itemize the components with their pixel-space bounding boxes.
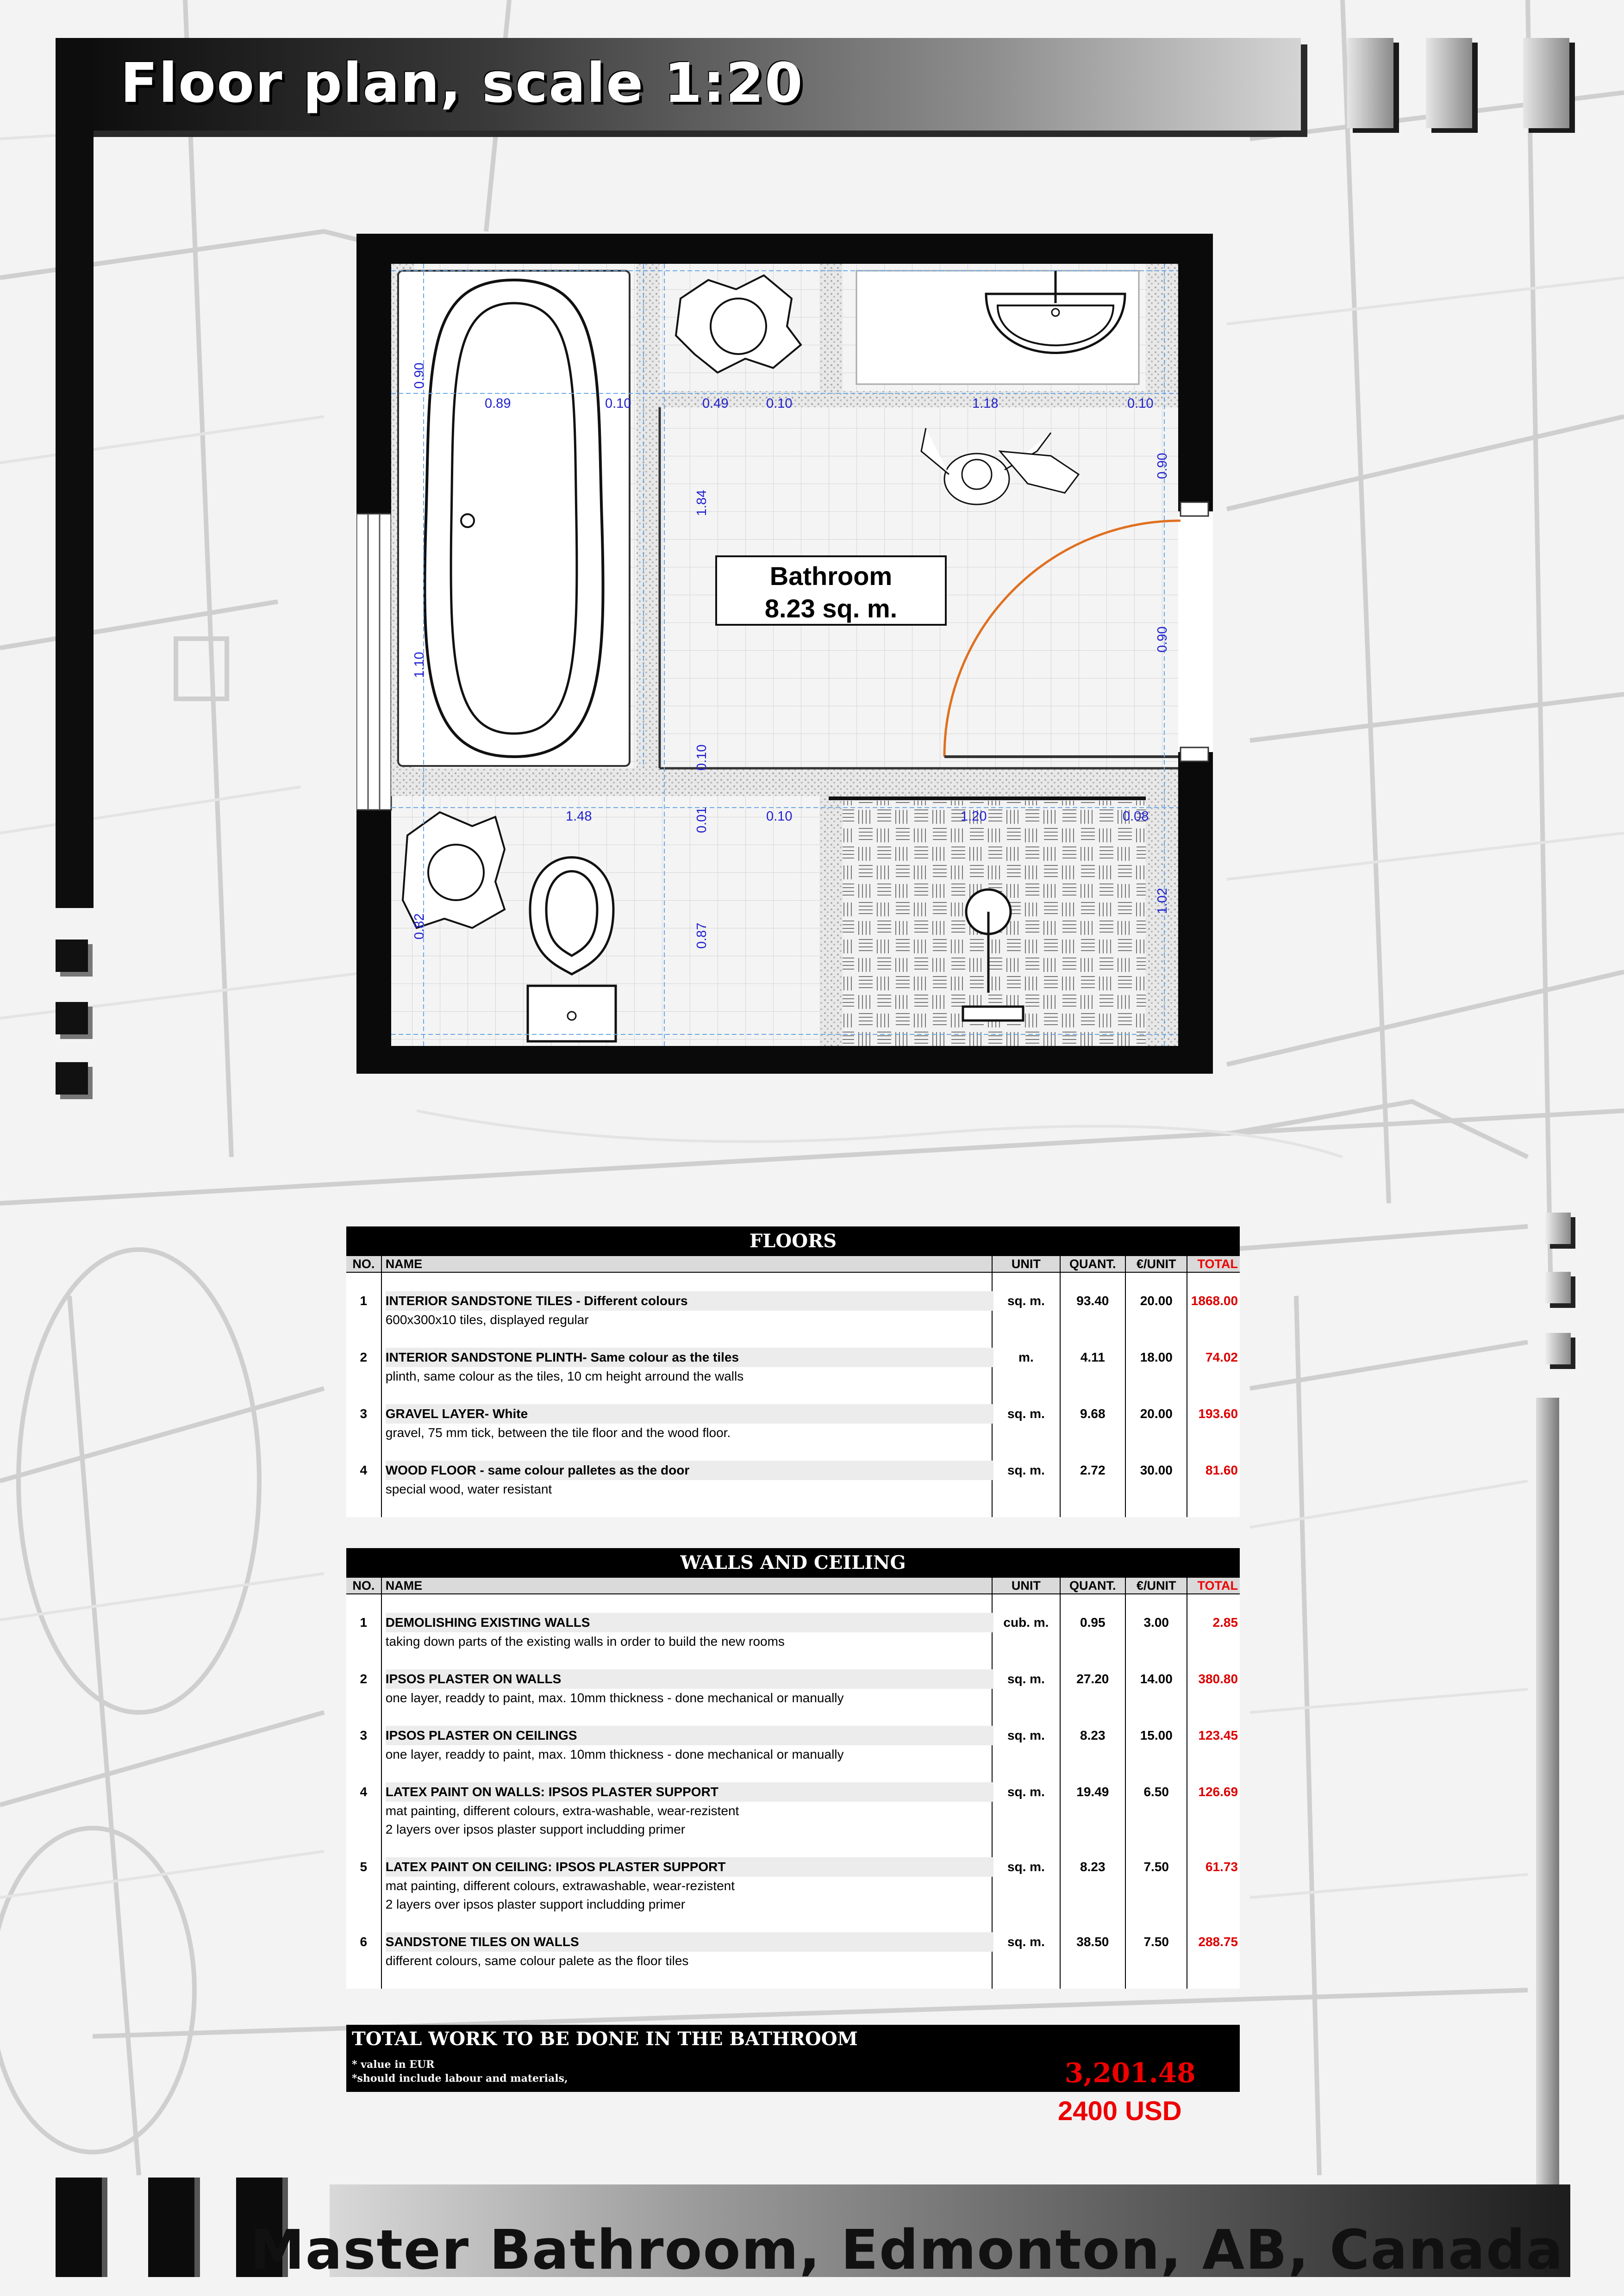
row-unit: cub. m. (993, 1613, 1060, 1651)
row-quant: 2.72 (1061, 1461, 1126, 1499)
total-note-labour: *should include labour and materials, (352, 2072, 568, 2084)
row-price: 30.00 (1126, 1461, 1187, 1499)
col-price: €/UNIT (1126, 1578, 1187, 1593)
row-quant: 9.68 (1061, 1404, 1126, 1442)
row-name: DEMOLISHING EXISTING WALLS (386, 1613, 994, 1632)
row-total: 2.85 (1212, 1615, 1238, 1630)
row-name: SANDSTONE TILES ON WALLS (386, 1932, 994, 1952)
row-unit: sq. m. (993, 1782, 1060, 1839)
row-name-cell (382, 1669, 993, 1707)
col-quant: QUANT. (1061, 1578, 1126, 1593)
col-unit: UNIT (993, 1256, 1060, 1272)
table-row (346, 1669, 1240, 1707)
row-quant: 8.23 (1061, 1857, 1126, 1914)
row-name: INTERIOR SANDSTONE PLINTH- Same colour as the tiles (386, 1348, 994, 1367)
row-description: mat painting, different colours, extra-washable, wear-rezistent (385, 1804, 739, 1818)
row-unit: sq. m. (993, 1932, 1060, 1970)
row-name: INTERIOR SANDSTONE TILES - Different colours (386, 1291, 994, 1311)
right-frame (1536, 1398, 1559, 2203)
row-name: IPSOS PLASTER ON WALLS (386, 1669, 994, 1689)
footer-block (56, 2178, 102, 2277)
row-total: 288.75 (1198, 1935, 1238, 1949)
table-row (346, 1613, 1240, 1651)
row-name-cell (382, 1348, 993, 1386)
row-no: 4 (346, 1461, 382, 1499)
room-label (715, 555, 947, 626)
row-description: one layer, readdy to paint, max. 10mm thickness - done mechanical or manually (385, 1691, 844, 1705)
dim-label: 0.90 (1155, 453, 1170, 479)
table-row (346, 1348, 1240, 1386)
row-price: 20.00 (1126, 1291, 1187, 1329)
row-no: 5 (346, 1857, 382, 1914)
row-description: plinth, same colour as the tiles, 10 cm height arround the walls (385, 1369, 744, 1383)
row-description: 2 layers over ipsos plaster support includding primer (385, 1897, 686, 1911)
col-name: NAME (382, 1256, 993, 1272)
right-marker (1545, 1272, 1571, 1303)
footer-block (148, 2178, 194, 2277)
dim-label: 0.87 (694, 922, 709, 949)
row-description: gravel, 75 mm tick, between the tile floor and the wood floor. (385, 1425, 731, 1440)
col-price: €/UNIT (1126, 1256, 1187, 1272)
floors-table (346, 1226, 1240, 1517)
row-description: 600x300x10 tiles, displayed regular (385, 1313, 589, 1327)
dim-label: 1.84 (694, 490, 709, 516)
row-price: 7.50 (1126, 1857, 1187, 1914)
row-name-cell (382, 1613, 993, 1651)
row-description: 2 layers over ipsos plaster support includding primer (385, 1822, 686, 1836)
row-price: 3.00 (1126, 1613, 1187, 1651)
header-tab (1426, 38, 1472, 128)
row-name-cell (382, 1291, 993, 1329)
floors-header (346, 1256, 1240, 1273)
row-quant: 38.50 (1061, 1932, 1126, 1970)
row-unit: sq. m. (993, 1461, 1060, 1499)
row-price: 7.50 (1126, 1932, 1187, 1970)
floor-plan (356, 234, 1213, 1074)
row-name-cell (382, 1857, 993, 1914)
row-total: 126.69 (1198, 1785, 1238, 1799)
row-price: 15.00 (1126, 1726, 1187, 1764)
dim-label: 0.90 (1155, 626, 1170, 653)
col-unit: UNIT (993, 1578, 1060, 1593)
col-no: NO. (346, 1578, 382, 1593)
col-total: TOTAL (1197, 1257, 1238, 1271)
dim-label: 1.10 (412, 652, 427, 678)
left-frame (56, 38, 94, 908)
row-name: GRAVEL LAYER- White (386, 1404, 994, 1424)
room-area: 8.23 sq. m. (764, 594, 898, 623)
side-marker (56, 1062, 88, 1095)
table-row (346, 1726, 1240, 1764)
row-name: WOOD FLOOR - same colour palletes as the door (386, 1461, 994, 1480)
row-price: 18.00 (1126, 1348, 1187, 1386)
walls-body (346, 1594, 1240, 1989)
row-name-cell (382, 1782, 993, 1839)
row-description: different colours, same colour palete as the floor tiles (385, 1954, 689, 1968)
right-marker (1545, 1333, 1571, 1364)
row-unit: sq. m. (993, 1291, 1060, 1329)
col-quant: QUANT. (1061, 1256, 1126, 1272)
row-description: mat painting, different colours, extrawashable, wear-rezistent (385, 1879, 735, 1893)
total-usd: 2400 USD (1058, 2096, 1182, 2126)
row-quant: 93.40 (1061, 1291, 1126, 1329)
row-description: special wood, water resistant (385, 1482, 552, 1496)
row-total: 380.80 (1198, 1672, 1238, 1686)
row-quant: 4.11 (1061, 1348, 1126, 1386)
side-marker (56, 940, 88, 972)
col-total: TOTAL (1197, 1579, 1238, 1593)
table-row (346, 1857, 1240, 1914)
header-tab (1347, 38, 1393, 128)
dim-label: 1.20 (961, 809, 987, 824)
dim-label: 0.49 (702, 396, 729, 411)
dim-label: 0.10 (1127, 396, 1154, 411)
row-total: 193.60 (1198, 1406, 1238, 1421)
dim-label: 0.82 (412, 913, 427, 940)
dim-label: 0.10 (766, 396, 793, 411)
row-name-cell (382, 1932, 993, 1970)
floors-body (346, 1273, 1240, 1517)
row-quant: 27.20 (1061, 1669, 1126, 1707)
row-unit: sq. m. (993, 1669, 1060, 1707)
right-marker (1545, 1213, 1571, 1244)
row-no: 2 (346, 1669, 382, 1707)
row-name: IPSOS PLASTER ON CEILINGS (386, 1726, 994, 1745)
row-quant: 8.23 (1061, 1726, 1126, 1764)
total-label: TOTAL WORK TO BE DONE IN THE BATHROOM (352, 2028, 858, 2050)
row-no: 6 (346, 1932, 382, 1970)
row-total: 81.60 (1205, 1463, 1238, 1477)
header-tab (1523, 38, 1569, 128)
row-no: 1 (346, 1291, 382, 1329)
dim-label: 1.48 (566, 809, 592, 824)
col-name: NAME (382, 1578, 993, 1593)
walls-header (346, 1578, 1240, 1594)
dim-label: 1.02 (1155, 888, 1170, 914)
row-no: 3 (346, 1404, 382, 1442)
row-name: LATEX PAINT ON WALLS: IPSOS PLASTER SUPPORT (386, 1782, 994, 1802)
row-quant: 0.95 (1061, 1613, 1126, 1651)
row-unit: sq. m. (993, 1404, 1060, 1442)
row-total: 123.45 (1198, 1728, 1238, 1742)
table-row (346, 1461, 1240, 1499)
dim-label: 1.18 (972, 396, 999, 411)
row-no: 1 (346, 1613, 382, 1651)
row-no: 3 (346, 1726, 382, 1764)
row-total: 1868.00 (1191, 1294, 1238, 1308)
total-note-currency: * value in EUR (352, 2059, 435, 2071)
walls-table (346, 1548, 1240, 1989)
row-quant: 19.49 (1061, 1782, 1126, 1839)
col-no: NO. (346, 1256, 382, 1272)
table-row (346, 1782, 1240, 1839)
row-description: one layer, readdy to paint, max. 10mm thickness - done mechanical or manually (385, 1747, 844, 1761)
row-name: LATEX PAINT ON CEILING: IPSOS PLASTER SUPPORT (386, 1857, 994, 1877)
row-price: 14.00 (1126, 1669, 1187, 1707)
row-name-cell (382, 1461, 993, 1499)
side-marker (56, 1002, 88, 1034)
row-unit: sq. m. (993, 1857, 1060, 1914)
row-name-cell (382, 1404, 993, 1442)
row-unit: m. (993, 1348, 1060, 1386)
table-row (346, 1932, 1240, 1970)
row-no: 4 (346, 1782, 382, 1839)
page-title: Floor plan, scale 1:20 (120, 51, 804, 115)
floors-title: FLOORS (346, 1226, 1240, 1256)
table-row (346, 1291, 1240, 1329)
dim-label: 0.90 (412, 362, 427, 389)
dim-label: 0.10 (766, 809, 793, 824)
dim-label: 0.10 (605, 396, 631, 411)
dim-label: 0.08 (1123, 809, 1149, 824)
row-total: 74.02 (1205, 1350, 1238, 1364)
walls-title: WALLS AND CEILING (346, 1548, 1240, 1578)
row-unit: sq. m. (993, 1726, 1060, 1764)
dim-label: 0.01 (694, 807, 709, 833)
row-name-cell (382, 1726, 993, 1764)
total-eur: 3,201.48 (1065, 2057, 1196, 2089)
dim-label: 0.10 (694, 744, 709, 771)
footer-title: Master Bathroom, Edmonton, AB, Canada (250, 2218, 1564, 2282)
row-no: 2 (346, 1348, 382, 1386)
table-row (346, 1404, 1240, 1442)
row-price: 6.50 (1126, 1782, 1187, 1839)
row-description: taking down parts of the existing walls in order to build the new rooms (385, 1634, 785, 1649)
row-total: 61.73 (1205, 1860, 1238, 1874)
row-price: 20.00 (1126, 1404, 1187, 1442)
dim-label: 0.89 (485, 396, 511, 411)
room-name: Bathroom (769, 561, 893, 591)
